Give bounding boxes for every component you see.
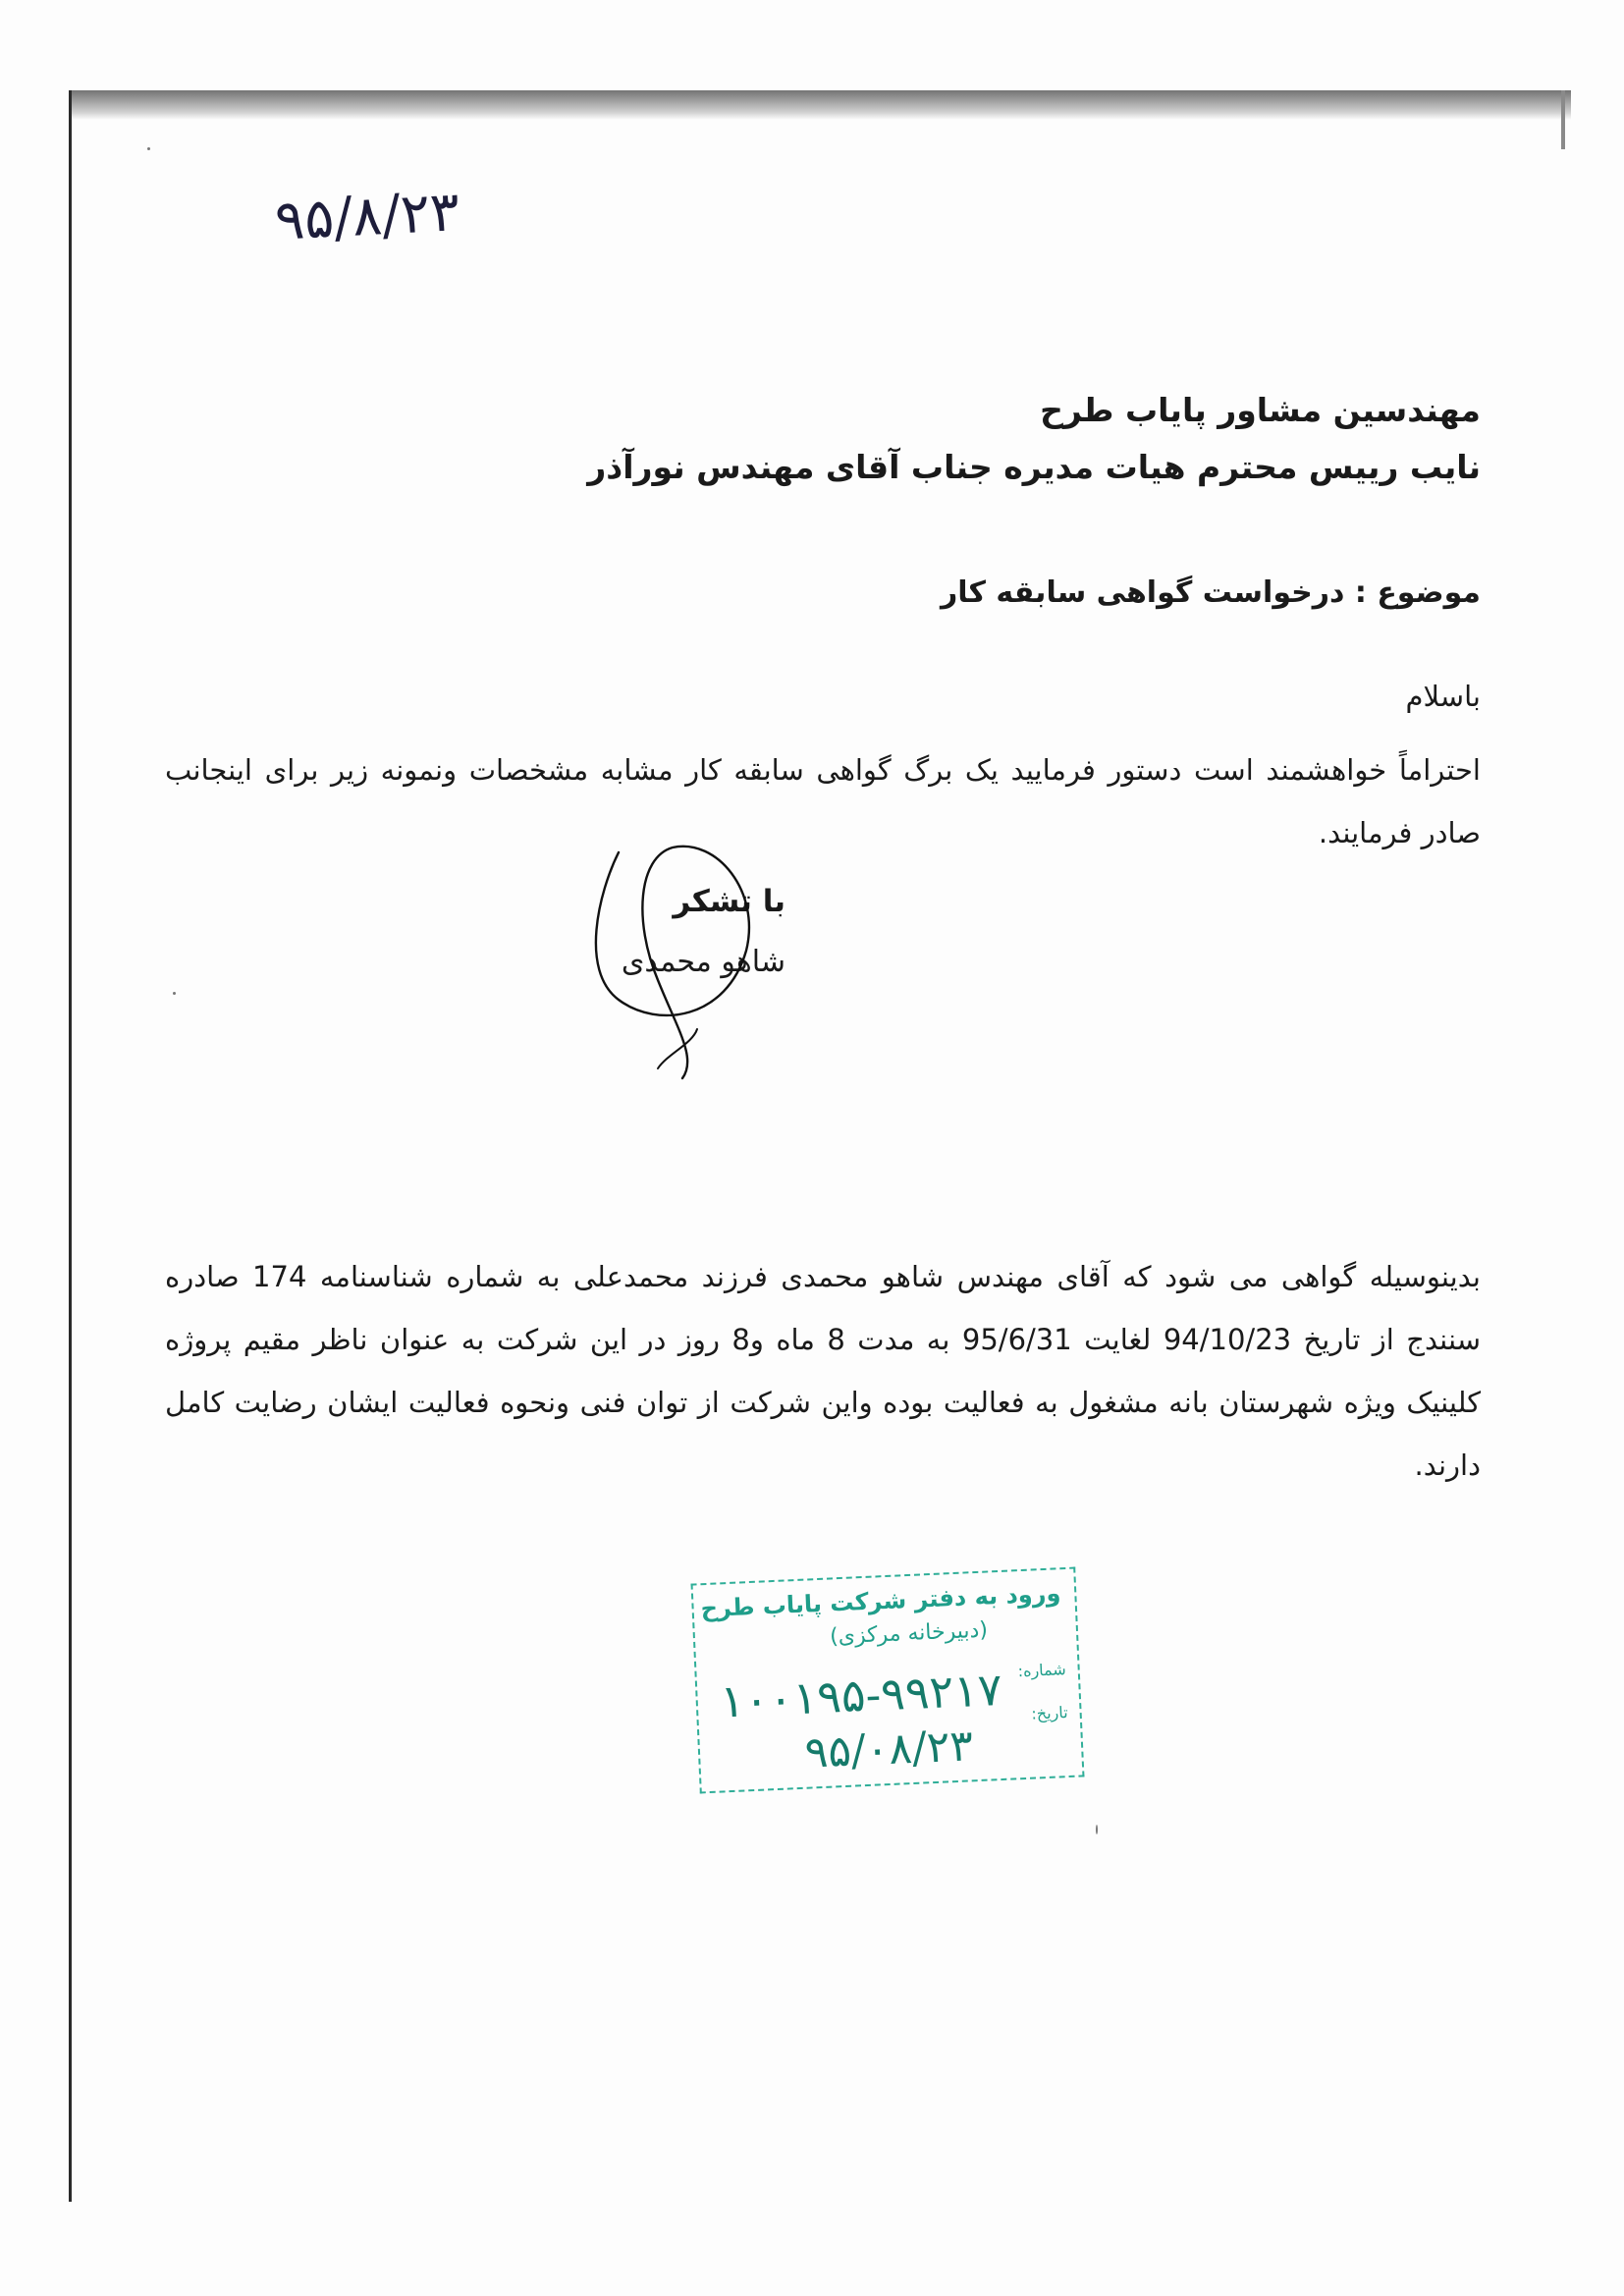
greeting: باسلام — [1405, 680, 1481, 713]
scan-speck — [173, 992, 176, 995]
closing-text: با تشکر — [673, 884, 785, 919]
stamp-date-label: تاریخ: — [1030, 1703, 1069, 1723]
scan-speck — [147, 147, 150, 150]
certificate-paragraph: بدینوسیله گواهی می شود که آقای مهندس شاهو محمدی فرزند محمدعلی به شماره شناسنامه 174 صادره سنندج از تاریخ 94/10/23 لغایت 95/6/31 به مدت 8 ماه و8 روز در این شرکت به عنوان ناظر مقیم پروژه کلینیک ویژه شهرستان بانه مشغول به فعالیت بوده واین شرکت از توان فنی ونحوه فعالیت ایشان رضایت کامل دارند. — [165, 1260, 1481, 1482]
recipient-title: نایب رییس محترم هیات مدیره جناب آقای مهندس نورآذر — [587, 448, 1481, 486]
scan-corner-edge — [1561, 90, 1565, 149]
stamp-date: ۹۵/۰۸/۲۳ — [803, 1721, 975, 1778]
registry-stamp — [691, 1567, 1085, 1794]
request-paragraph: احتراماً خواهشمند است دستور فرمایید یک برگ گواهی سابقه کار مشابه مشخصات ونمونه زیر برای اینجانب صادر فرمایند. — [165, 753, 1481, 849]
stamp-subtitle: (دبیرخانه مرکزی) — [829, 1617, 989, 1650]
handwritten-date: ۹۵/۸/۲۳ — [273, 180, 461, 253]
signer-name: شاهو محمدی — [621, 945, 785, 979]
handwritten-signature — [579, 833, 766, 1088]
stamp-number: ۱۰۰۱۹۵-۹۹۲۱۷ — [719, 1662, 1003, 1728]
recipient-company: مهندسین مشاور پایاب طرح — [1040, 391, 1481, 429]
scan-top-border — [71, 90, 1571, 120]
scan-speck — [1096, 1825, 1098, 1834]
letter-subject: موضوع : درخواست گواهی سابقه کار — [940, 575, 1481, 610]
scan-left-border — [69, 90, 72, 2202]
stamp-title: ورود به دفتر شرکت پایاب طرح — [700, 1579, 1061, 1623]
stamp-number-label: شماره: — [1017, 1660, 1067, 1681]
